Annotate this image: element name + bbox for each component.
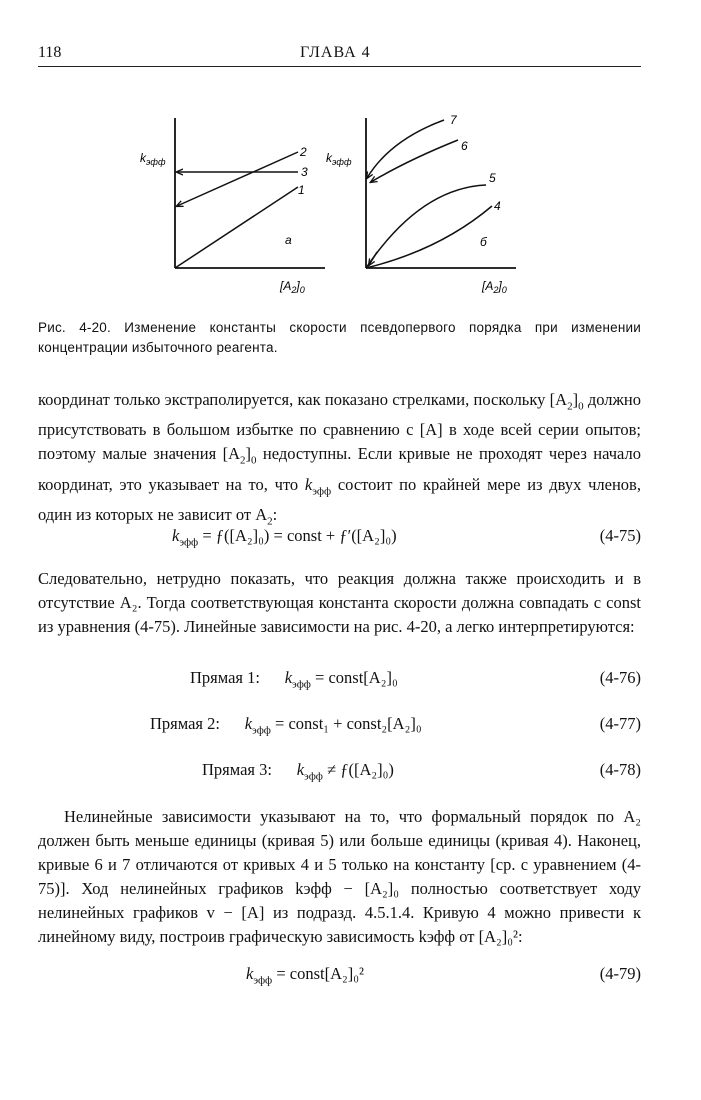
origin-arrow [369, 252, 377, 265]
curve-label-7: 7 [450, 113, 457, 127]
figure-caption: Рис. 4-20. Изменение константы скорости псевдопервого порядка при изменении концентрации избыточного реагента. [38, 320, 641, 355]
page-number: 118 [38, 44, 62, 61]
panel-a [140, 118, 325, 295]
equation-number-4-76: (4-76) [599, 668, 641, 687]
equation-4-79: $k_{эфф}$ = const[A₂]₀² [246, 964, 364, 987]
equation-number-4-75: (4-75) [599, 526, 641, 545]
panel-b-label: б [480, 235, 487, 249]
panel-b [326, 113, 516, 295]
equation-number-4-78: (4-78) [599, 760, 641, 779]
running-head: ГЛАВА 4 [300, 44, 371, 61]
curve-label-6: 6 [461, 139, 468, 153]
panel-b-ylabel: $k_{эфф}$ [326, 151, 352, 167]
curve-label-1: 1 [298, 183, 305, 197]
panel-a-xlabel: $[A_2]_0$ [280, 279, 305, 295]
paragraph-3: Нелинейные зависимости указывают на то, что формальный порядок по A₂ должен быть меньше единицы (кривая 5) или больше единицы (кривая 4). Наконец, кривые 6 и 7 отличаются от кривых 4 и 5 только на константу [ср. с уравнением (4-75)]. Ход нелинейных графиков kэфф − [A₂]₀ полностью соответствует ходу нелинейных графиков v − [A] из подразд. 4.5.1.4. Кривую 4 можно привести к линейному виду, построив графическую зависимость kэфф от [A₂]₀²: [38, 807, 641, 946]
panel-b-xlabel: $[A_2]_0$ [482, 279, 507, 295]
equation-number-4-79: (4-79) [599, 964, 641, 983]
figure-4-20 [120, 110, 540, 300]
equation-4-77: Прямая 2: $k_{эфф}$ = const₁ + const₂[A₂]₀ [150, 714, 422, 737]
equation-4-75: $k_{эфф}$ = ƒ([A₂]₀) = const + ƒ′([A₂]₀) [172, 526, 397, 549]
curve-label-2: 2 [300, 145, 307, 159]
equation-4-78: Прямая 3: $k_{эфф}$ ≠ ƒ([A₂]₀) [202, 760, 394, 783]
panel-a-ylabel: $k_{эфф}$ [140, 151, 166, 167]
equation-number-4-77: (4-77) [599, 714, 641, 733]
equation-4-76: Прямая 1: $k_{эфф}$ = const[A₂]₀ [190, 668, 398, 691]
curve-label-4: 4 [494, 199, 501, 213]
curve-6 [371, 140, 458, 182]
header-rule [38, 66, 641, 67]
curve-5 [366, 185, 486, 268]
curve-7 [367, 120, 444, 178]
curve-label-5: 5 [489, 171, 496, 185]
paragraph-1: координат только экстраполируется, как показано стрелками, поскольку $[A_2]_0$ должно присутствовать в большом избытке по сравнению с [A] в ходе всей серии опытов; поэтому малые значения $[A_2]_0$ недоступны. Если кривые не проходят через начало координат, это указывает на то, что $k_{эфф}$ состоит по крайней мере из двух членов, один из которых не зависит от $A_2$: [38, 390, 642, 528]
curve-4 [366, 206, 492, 268]
panel-a-label: а [285, 233, 292, 247]
line-2 [177, 152, 298, 206]
paragraph-2: Следовательно, нетрудно показать, что реакция должна также происходить и в отсутствие A₂. Тогда соответствующая константа скорости должна совпадать с const из уравнения (4-75). Линейные зависимости на рис. 4-20, а легко интерпретируются: [38, 569, 641, 636]
curve-label-3: 3 [301, 165, 308, 179]
